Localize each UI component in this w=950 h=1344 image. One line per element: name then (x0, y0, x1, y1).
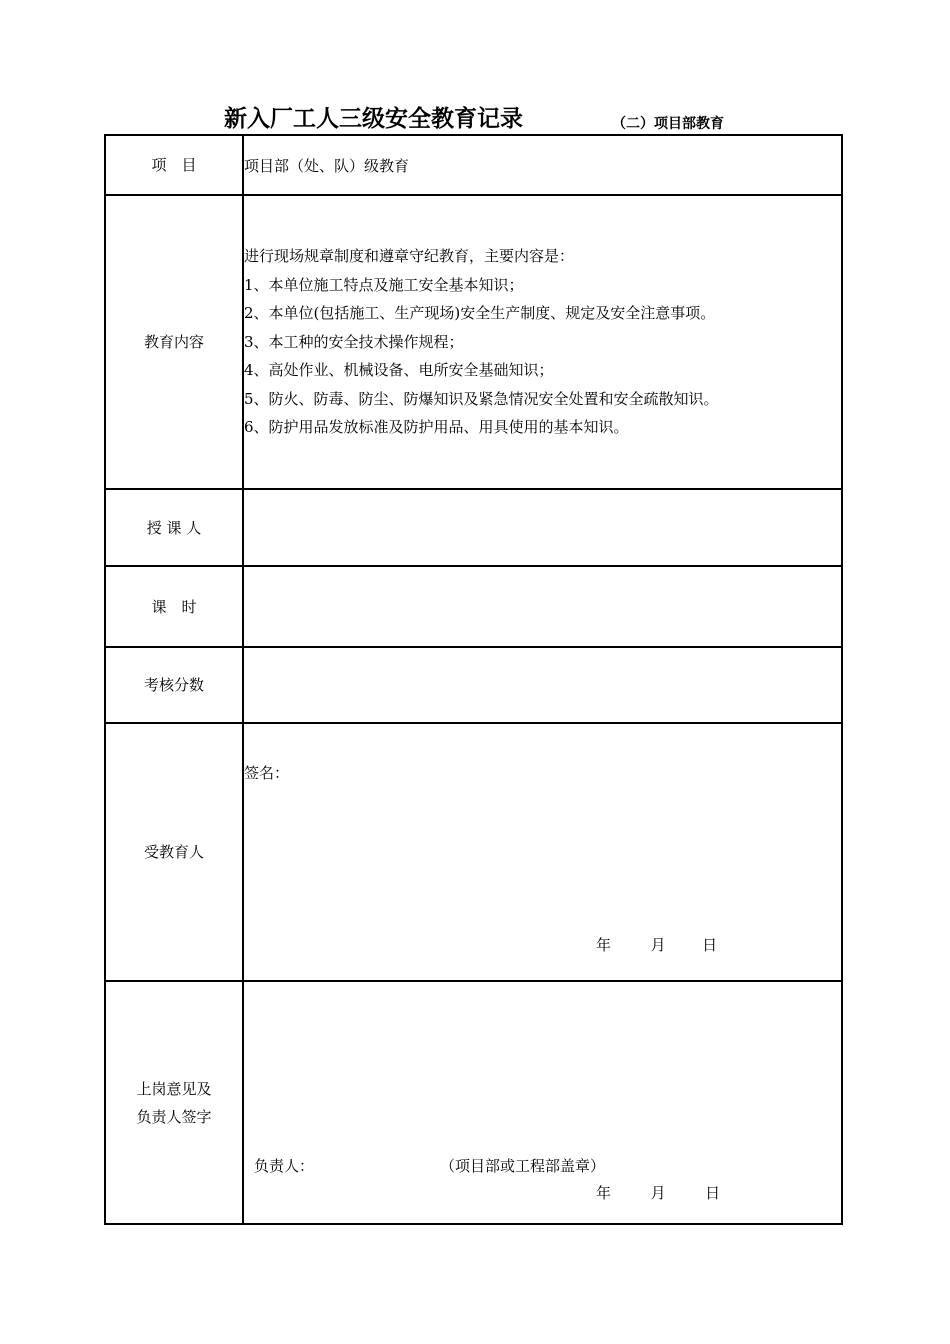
education-content-label: 教育内容 (105, 195, 243, 489)
table-row-education (105, 195, 842, 489)
education-item-5: 5、防火、防毒、防尘、防爆知识及紧急情况安全处置和安全疏散知识。 (244, 389, 719, 408)
instructor-field[interactable] (243, 489, 842, 566)
trainee-date-day: 日 (702, 936, 718, 954)
page-subtitle: （二）项目部教育 (612, 116, 724, 132)
approval-date-day: 日 (705, 1184, 721, 1202)
education-intro: 进行现场规章制度和遵章守纪教育，主要内容是： (244, 247, 575, 266)
education-item-6: 6、防护用品发放标准及防护用品、用具使用的基本知识。 (244, 418, 629, 437)
table-row-approval (105, 981, 842, 1224)
approval-date (596, 1182, 720, 1203)
table-row-score (105, 647, 842, 723)
education-item-2: 2、本单位(包括施工、生产现场)安全生产制度、规定及安全注意事项。 (244, 304, 716, 323)
sign-label: 签名： (244, 764, 290, 782)
title-row (0, 104, 950, 136)
education-item-3: 3、本工种的安全技术操作规程； (244, 332, 464, 351)
table-row-hours (105, 566, 842, 647)
project-label: 项 目 (105, 135, 243, 195)
education-record-table (104, 134, 843, 1225)
education-item-1: 1、本单位施工特点及施工安全基本知识； (244, 275, 524, 294)
education-item-4: 4、高处作业、机械设备、电所安全基础知识； (244, 361, 554, 380)
approval-date-year: 年 (596, 1184, 612, 1202)
trainee-date-year: 年 (596, 936, 612, 954)
score-label: 考核分数 (105, 647, 243, 723)
page-title: 新入厂工人三级安全教育记录 (212, 104, 535, 136)
trainee-label: 受教育人 (105, 723, 243, 981)
hours-field[interactable] (243, 566, 842, 647)
trainee-sign-cell[interactable] (243, 723, 842, 981)
hours-label: 课 时 (105, 566, 243, 647)
approval-label-line2: 负责人签字 (136, 1107, 212, 1126)
approval-date-month: 月 (650, 1184, 666, 1202)
instructor-label: 授 课 人 (105, 489, 243, 566)
table-row-header (105, 135, 842, 195)
approval-label-line1: 上岗意见及 (136, 1079, 212, 1098)
education-content-list (244, 242, 841, 442)
score-field[interactable] (243, 647, 842, 723)
approval-label (105, 981, 243, 1224)
trainee-date (596, 934, 717, 955)
approval-cell[interactable] (243, 981, 842, 1224)
trainee-date-month: 月 (650, 936, 666, 954)
table-row-trainee (105, 723, 842, 981)
stamp-label: （项目部或工程部盖章） (440, 1157, 606, 1175)
education-content-cell (243, 195, 842, 489)
table-row-instructor (105, 489, 842, 566)
responsible-label: 负责人： (254, 1157, 315, 1175)
project-value: 项目部（处、队）级教育 (243, 135, 842, 195)
